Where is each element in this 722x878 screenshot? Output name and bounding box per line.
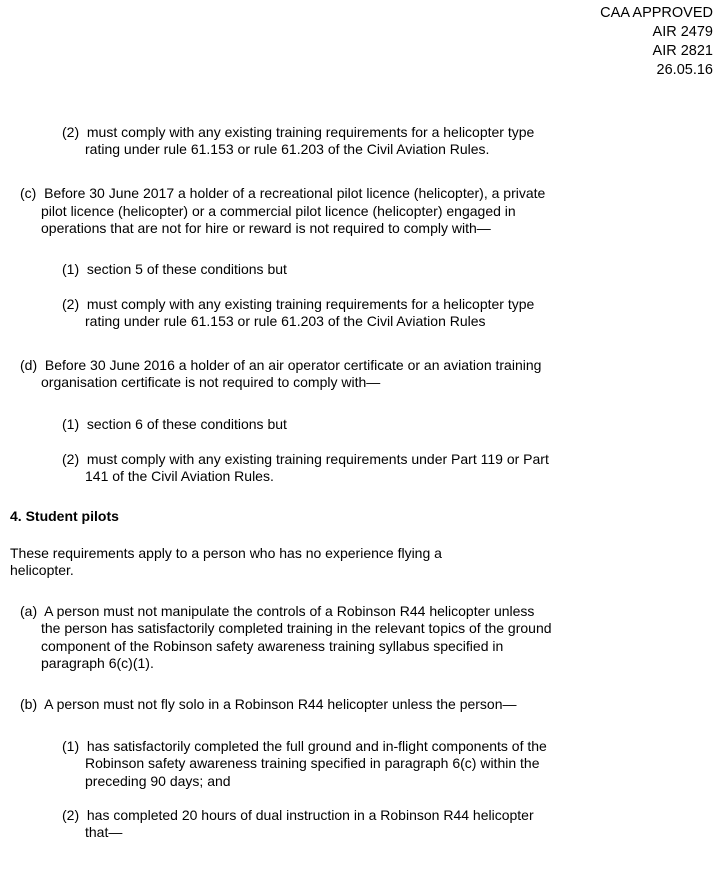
list-item-text: must comply with any existing training requirements for a helicopter type rating under rule 61.153 or rule 61.203 of the Civil Aviation Rules.: [85, 124, 535, 158]
spacer: [0, 790, 722, 807]
spacer: [0, 672, 722, 696]
clause-marker: (c): [20, 185, 41, 202]
document-body: [0, 124, 722, 841]
header-line-air-2479: AIR 2479: [652, 24, 713, 40]
list-marker: (2): [62, 124, 83, 140]
clause-marker: (b): [20, 696, 41, 713]
header-line-caa-approved: CAA APPROVED: [600, 5, 713, 21]
list-item-text: section 5 of these conditions but: [86, 261, 287, 278]
list-item-text: must comply with any existing training requirements under Part 119 or Part 141 of the Civil Aviation Rules.: [85, 451, 549, 485]
spacer: [0, 713, 722, 738]
clause-marker: (a): [20, 603, 41, 620]
header-line-date: 26.05.16: [656, 62, 713, 78]
section-heading: 4. Student pilots: [10, 507, 119, 524]
document-header-stamp: [600, 4, 713, 80]
list-item: [62, 416, 552, 433]
list-marker: (1): [62, 416, 83, 433]
clause-paragraph: [10, 603, 552, 672]
clause-text: Before 30 June 2017 a holder of a recreational pilot licence (helicopter), a private pilot licence (helicopter) or a commercial pilot licence (helicopter) engaged in operations that are not for hire or reward is not required to comply with—: [41, 185, 546, 236]
list-item: [62, 807, 552, 841]
list-item-text: section 6 of these conditions but: [86, 416, 287, 433]
spacer: [0, 237, 722, 261]
clause-marker: (d): [20, 356, 41, 373]
spacer: [0, 486, 722, 508]
list-item: [62, 738, 552, 790]
list-item-text: has completed 20 hours of dual instruction in a Robinson R44 helicopter that—: [85, 806, 534, 841]
spacer: [0, 278, 722, 296]
list-item: [62, 296, 552, 330]
spacer: [0, 331, 722, 357]
clause-text: A person must not manipulate the controls of a Robinson R44 helicopter unless the person has satisfactorily completed training in the relevant topics of the ground component of the Robinson safety awareness training syllabus specified in paragraph 6(c)(1).: [41, 603, 552, 671]
spacer: [0, 433, 722, 451]
section-intro-paragraph: These requirements apply to a person who has no experience flying a helicopter.: [10, 544, 442, 579]
list-item-text: has satisfactorily completed the full ground and in-flight components of the Robinson safety awareness training specified in paragraph 6(c) within the preceding 90 days; and: [85, 738, 547, 789]
spacer: [0, 525, 722, 545]
header-line-air-2821: AIR 2821: [652, 43, 713, 59]
clause-paragraph: [10, 185, 552, 237]
list-marker: (1): [62, 261, 83, 278]
spacer: [0, 391, 722, 416]
list-item: [62, 261, 552, 278]
clause-paragraph: [10, 357, 552, 391]
spacer: [0, 579, 722, 603]
list-marker: (2): [62, 451, 83, 468]
clause-paragraph: [10, 696, 552, 713]
list-item-text: must comply with any existing training requirements for a helicopter type rating under rule 61.153 or rule 61.203 of the Civil Aviation Rules: [85, 296, 535, 330]
list-item: [62, 124, 552, 158]
clause-text: Before 30 June 2016 a holder of an air operator certificate or an aviation training organisation certificate is not required to comply with—: [41, 356, 542, 390]
list-marker: (1): [62, 738, 83, 755]
spacer: [0, 158, 722, 185]
clause-text: A person must not fly solo in a Robinson R44 helicopter unless the person—: [44, 696, 517, 713]
list-marker: (2): [62, 806, 83, 823]
list-marker: (2): [62, 296, 83, 313]
list-item: [62, 451, 552, 485]
